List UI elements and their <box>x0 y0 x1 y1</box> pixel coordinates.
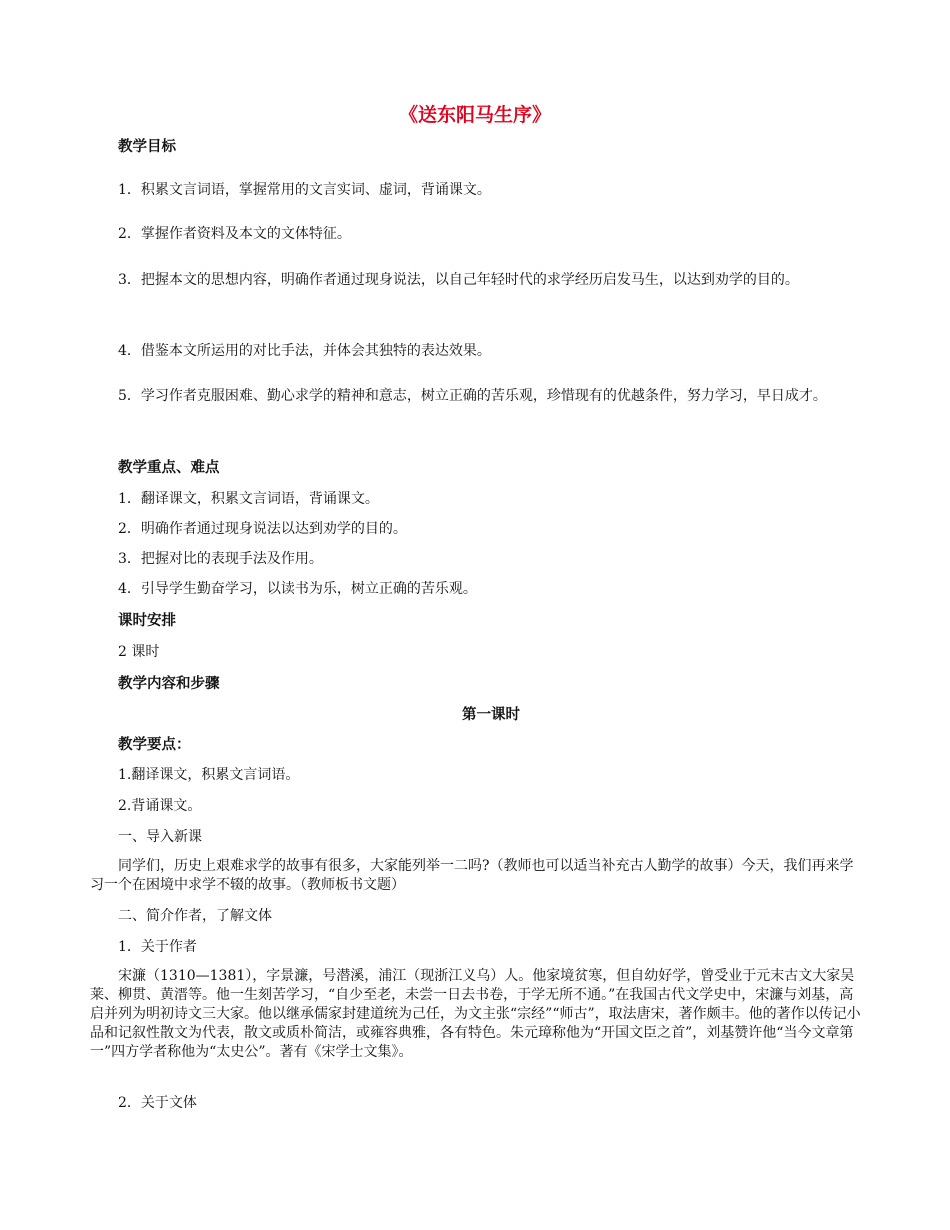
schedule-value: 2 课时 <box>118 644 160 660</box>
objective-item-5: 5．学习作者克服困难、勤心求学的精神和意志，树立正确的苦乐观，珍惜现有的优越条件，努力学习，早日成才。 <box>118 388 827 404</box>
objective-item-4: 4．借鉴本文所运用的对比手法，并体会其独特的表达效果。 <box>118 343 491 359</box>
objective-item-3: 3．把握本文的思想内容，明确作者通过现身说法，以自己年轻时代的求学经历启发马生，以达到劝学的目的。 <box>118 272 799 288</box>
key-point-item-3: 3．把握对比的表现手法及作用。 <box>118 551 323 567</box>
objectives-heading: 教学目标 <box>118 139 176 155</box>
essentials-heading: 教学要点： <box>118 737 191 753</box>
subheading-about-author: 1．关于作者 <box>118 939 197 955</box>
essential-item-1: 1.翻译课文，积累文言词语。 <box>118 767 300 783</box>
key-point-item-2: 2．明确作者通过现身说法以达到劝学的目的。 <box>118 521 407 537</box>
objective-item-2: 2．掌握作者资料及本文的文体特征。 <box>118 226 351 242</box>
schedule-heading: 课时安排 <box>118 613 176 629</box>
section-heading-author: 二、简介作者，了解文体 <box>118 908 272 924</box>
content-heading: 教学内容和步骤 <box>118 676 220 692</box>
key-points-heading: 教学重点、难点 <box>118 460 220 476</box>
author-paragraph: 宋濂（1310—1381），字景濂，号潜溪，浦江（现浙江义乌）人。他家境贫寒，但自幼好学，曾受业于元末古文大家吴莱、柳贯、黄溍等。他一生刻苦学习，“自少至老，未尝一日去书卷，于学无所不通。”在我国古代文学史中，宋濂与刘基，高启并列为明初诗文三大家。他以继承儒家封建道统为己任，为文主张“宗经”“师古”，取法唐宋，著作颇丰。他的著作以传记小品和记叙性散文为代表，散文或质朴简洁，或雍容典雅，各有特色。朱元璋称他为“开国文臣之首”，刘基赞许他“当今文章第一”四方学者称他为“太史公”。著有《宋学士文集》。 <box>90 968 861 1060</box>
objective-item-1: 1．积累文言词语，掌握常用的文言实词、虚词，背诵课文。 <box>118 182 491 198</box>
section-heading-intro: 一、导入新课 <box>118 829 202 845</box>
lesson-title: 第一课时 <box>462 707 520 723</box>
essential-item-2: 2.背诵课文。 <box>118 798 202 814</box>
key-point-item-1: 1．翻译课文，积累文言词语，背诵课文。 <box>118 491 379 507</box>
document-title: 《送东阳马生序》 <box>398 104 551 126</box>
key-point-item-4: 4．引导学生勤奋学习，以读书为乐，树立正确的苦乐观。 <box>118 581 477 597</box>
subheading-about-genre: 2．关于文体 <box>118 1095 197 1111</box>
intro-paragraph: 同学们，历史上艰难求学的故事有很多，大家能列举一二吗?（教师也可以适当补充古人勤学的故事）今天，我们再来学习一个在困境中求学不辍的故事。（教师板书文题） <box>90 858 854 893</box>
